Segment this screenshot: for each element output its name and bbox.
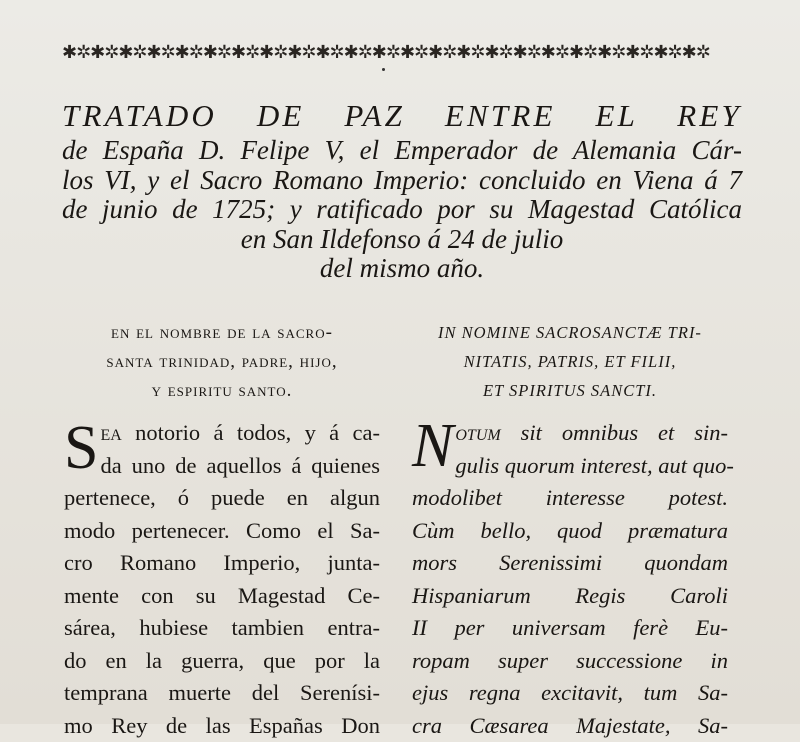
latin-line-3: modolibet interesse potest. [412,482,728,515]
latin-body [412,417,728,742]
latin-line-10: cra Cæsarea Majestate, Sa- [412,710,728,742]
latin-line-1 [412,417,728,450]
spanish-line-10: mo Rey de las Españas Don [64,710,380,742]
treaty-title [62,96,742,284]
latin-heading-line-3: ET SPIRITUS SANCTI. [412,376,728,405]
spanish-line-9: temprana muerte del Serenísi- [64,677,380,710]
ornamental-border: ✱✲✱✲✱✲✱✲✱✲✱✲✱✲✱✲✱✲✱✲✱✲✱✲✱✲✱✲✱✲✱✲✱✲✱✲✱✲✱✲✱✲✱✲✱✲ [62,42,742,64]
latin-line-4: Cùm bello, quod præmatura [412,515,728,548]
latin-line-1-text: sit omnibus et sin- [501,420,728,445]
title-line-6: del mismo año. [62,254,742,284]
spanish-heading-line-2: santa trinidad, padre, hijo, [64,347,380,376]
spanish-line-5: cro Romano Imperio, junta- [64,547,380,580]
spanish-line-2: da uno de aquellos á quienes [64,450,380,483]
spanish-body [64,417,380,742]
latin-dropcap: N [412,421,453,471]
spanish-heading-line-1: en el nombre de la sacro- [64,318,380,347]
spanish-line-6: mente con su Magestad Ce- [64,580,380,613]
spanish-column [64,318,380,742]
latin-line-7: II per universam ferè Eu- [412,612,728,645]
spanish-line-3: pertenece, ó puede en algun [64,482,380,515]
spanish-line-7: sárea, hubiese tambien entra- [64,612,380,645]
latin-line-8: ropam super successione in [412,645,728,678]
spanish-dropcap: S [64,423,98,473]
latin-line-2: gulis quorum interest, aut quo- [412,450,728,483]
spanish-line-1 [64,417,380,450]
title-line-4: de junio de 1725; y ratificado por su Magestad Católica [62,195,742,225]
title-line-1: TRATADO DE PAZ ENTRE EL REY [62,96,742,136]
spanish-line-4: modo pertenecer. Como el Sa- [64,515,380,548]
latin-line-9: ejus regna excitavit, tum Sa- [412,677,728,710]
latin-heading-line-2: NITATIS, PATRIS, ET FILII, [412,347,728,376]
latin-heading-line-1: IN NOMINE SACROSANCTÆ TRI- [412,318,728,347]
spanish-first-word-rest: ea [100,420,121,445]
decorative-dot [382,68,385,71]
spanish-line-1-text: notorio á todos, y á ca- [122,420,380,445]
latin-column [412,318,728,742]
title-line-2: de España D. Felipe V, el Emperador de Alemania Cár- [62,136,742,166]
spanish-heading-line-3: y espiritu santo. [64,376,380,405]
title-line-5: en San Ildefonso á 24 de julio [62,225,742,255]
spanish-line-8: do en la guerra, que por la [64,645,380,678]
title-line-3: los VI, y el Sacro Romano Imperio: concluido en Viena á 7 [62,166,742,196]
latin-line-6: Hispaniarum Regis Caroli [412,580,728,613]
latin-first-word-rest: otum [455,420,500,445]
latin-line-5: mors Serenissimi quondam [412,547,728,580]
